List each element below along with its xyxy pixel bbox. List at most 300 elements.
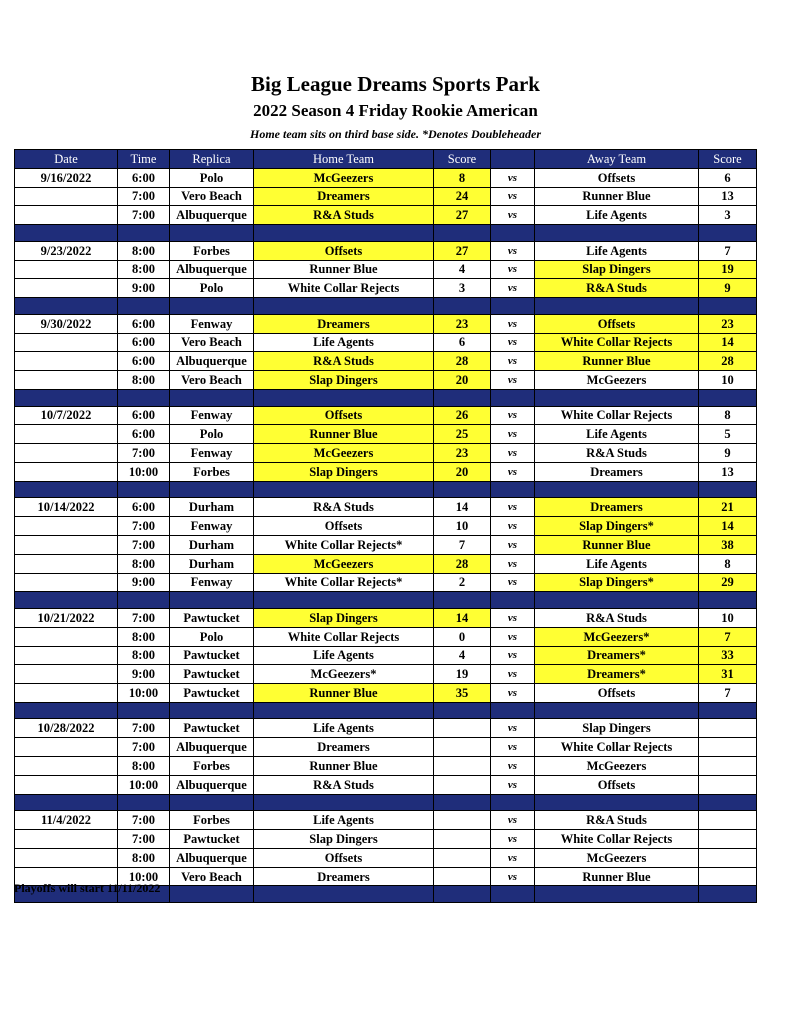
game-replica-field: Fenway bbox=[170, 314, 254, 333]
game-time: 7:00 bbox=[118, 811, 170, 830]
away-team: Slap Dingers* bbox=[535, 573, 699, 592]
away-team: Dreamers bbox=[535, 462, 699, 481]
separator-cell bbox=[491, 389, 535, 406]
separator-cell bbox=[535, 886, 699, 903]
home-score: 20 bbox=[434, 462, 491, 481]
home-team: Life Agents bbox=[254, 811, 434, 830]
away-score: 5 bbox=[699, 425, 757, 444]
home-score: 25 bbox=[434, 425, 491, 444]
home-team: Offsets bbox=[254, 848, 434, 867]
game-replica-field: Fenway bbox=[170, 517, 254, 536]
home-score: 28 bbox=[434, 352, 491, 371]
game-replica-field: Pawtucket bbox=[170, 646, 254, 665]
versus-label: vs bbox=[491, 775, 535, 794]
separator-cell bbox=[535, 481, 699, 498]
home-score: 10 bbox=[434, 517, 491, 536]
home-team: Life Agents bbox=[254, 333, 434, 352]
separator-cell bbox=[491, 702, 535, 719]
away-score: 9 bbox=[699, 444, 757, 463]
away-score: 7 bbox=[699, 627, 757, 646]
column-header-date: Date bbox=[15, 150, 118, 169]
game-time: 7:00 bbox=[118, 738, 170, 757]
schedule-body bbox=[15, 168, 757, 902]
game-replica-field: Vero Beach bbox=[170, 867, 254, 886]
home-score: 14 bbox=[434, 608, 491, 627]
versus-label: vs bbox=[491, 187, 535, 206]
home-score bbox=[434, 775, 491, 794]
away-score: 14 bbox=[699, 517, 757, 536]
game-time: 6:00 bbox=[118, 425, 170, 444]
separator-cell bbox=[170, 886, 254, 903]
away-team: Runner Blue bbox=[535, 352, 699, 371]
game-time: 7:00 bbox=[118, 830, 170, 849]
home-team: McGeezers bbox=[254, 554, 434, 573]
page-title: Big League Dreams Sports Park bbox=[251, 72, 540, 96]
versus-label: vs bbox=[491, 333, 535, 352]
home-team: Offsets bbox=[254, 517, 434, 536]
game-date bbox=[15, 535, 118, 554]
schedule-row bbox=[15, 314, 757, 333]
game-replica-field: Albuquerque bbox=[170, 738, 254, 757]
away-score: 10 bbox=[699, 608, 757, 627]
game-replica-field: Pawtucket bbox=[170, 830, 254, 849]
game-time: 6:00 bbox=[118, 333, 170, 352]
column-header-home-team: Home Team bbox=[254, 150, 434, 169]
schedule-row bbox=[15, 646, 757, 665]
home-score: 0 bbox=[434, 627, 491, 646]
schedule-row bbox=[15, 573, 757, 592]
away-score: 7 bbox=[699, 684, 757, 703]
home-team: White Collar Rejects bbox=[254, 627, 434, 646]
away-team: Slap Dingers bbox=[535, 260, 699, 279]
game-time: 6:00 bbox=[118, 406, 170, 425]
versus-label: vs bbox=[491, 573, 535, 592]
separator-cell bbox=[118, 298, 170, 315]
schedule-row bbox=[15, 425, 757, 444]
versus-label: vs bbox=[491, 517, 535, 536]
schedule-row bbox=[15, 517, 757, 536]
week-separator bbox=[15, 389, 757, 406]
schedule-row bbox=[15, 498, 757, 517]
away-team: R&A Studs bbox=[535, 608, 699, 627]
game-date: 10/21/2022 bbox=[15, 608, 118, 627]
versus-label: vs bbox=[491, 498, 535, 517]
game-time: 8:00 bbox=[118, 260, 170, 279]
schedule-row bbox=[15, 608, 757, 627]
home-score: 8 bbox=[434, 168, 491, 187]
versus-label: vs bbox=[491, 406, 535, 425]
home-team: Life Agents bbox=[254, 646, 434, 665]
away-score: 3 bbox=[699, 206, 757, 225]
schedule-row bbox=[15, 684, 757, 703]
home-team: White Collar Rejects bbox=[254, 279, 434, 298]
away-score: 33 bbox=[699, 646, 757, 665]
away-team: Life Agents bbox=[535, 425, 699, 444]
away-score: 13 bbox=[699, 187, 757, 206]
away-team: Life Agents bbox=[535, 206, 699, 225]
separator-cell bbox=[491, 298, 535, 315]
separator-cell bbox=[118, 389, 170, 406]
game-replica-field: Forbes bbox=[170, 462, 254, 481]
versus-label: vs bbox=[491, 206, 535, 225]
home-team: R&A Studs bbox=[254, 498, 434, 517]
game-replica-field: Vero Beach bbox=[170, 187, 254, 206]
separator-cell bbox=[491, 225, 535, 242]
schedule-header-row bbox=[15, 150, 757, 169]
away-team: Dreamers bbox=[535, 498, 699, 517]
home-score: 24 bbox=[434, 187, 491, 206]
versus-label: vs bbox=[491, 848, 535, 867]
away-score: 13 bbox=[699, 462, 757, 481]
game-date: 10/14/2022 bbox=[15, 498, 118, 517]
away-score: 7 bbox=[699, 241, 757, 260]
week-separator bbox=[15, 481, 757, 498]
home-score: 4 bbox=[434, 646, 491, 665]
away-team: Offsets bbox=[535, 168, 699, 187]
game-replica-field: Albuquerque bbox=[170, 352, 254, 371]
away-score: 8 bbox=[699, 554, 757, 573]
versus-label: vs bbox=[491, 444, 535, 463]
separator-cell bbox=[699, 389, 757, 406]
schedule-row bbox=[15, 206, 757, 225]
game-time: 8:00 bbox=[118, 848, 170, 867]
separator-cell bbox=[535, 389, 699, 406]
game-date bbox=[15, 738, 118, 757]
game-time: 10:00 bbox=[118, 462, 170, 481]
game-time: 6:00 bbox=[118, 168, 170, 187]
separator-cell bbox=[434, 702, 491, 719]
schedule-row bbox=[15, 535, 757, 554]
home-team: Dreamers bbox=[254, 867, 434, 886]
game-replica-field: Vero Beach bbox=[170, 371, 254, 390]
home-score bbox=[434, 811, 491, 830]
away-team: Dreamers* bbox=[535, 646, 699, 665]
game-date bbox=[15, 333, 118, 352]
game-date bbox=[15, 260, 118, 279]
separator-cell bbox=[699, 225, 757, 242]
home-team: Offsets bbox=[254, 241, 434, 260]
separator-cell bbox=[491, 794, 535, 811]
schedule-row bbox=[15, 352, 757, 371]
home-team: McGeezers* bbox=[254, 665, 434, 684]
column-header-replica: Replica bbox=[170, 150, 254, 169]
away-team: Offsets bbox=[535, 314, 699, 333]
game-replica-field: Vero Beach bbox=[170, 333, 254, 352]
game-time: 8:00 bbox=[118, 554, 170, 573]
home-score: 28 bbox=[434, 554, 491, 573]
separator-cell bbox=[170, 794, 254, 811]
separator-cell bbox=[15, 592, 118, 609]
home-team: Slap Dingers bbox=[254, 371, 434, 390]
separator-cell bbox=[254, 702, 434, 719]
versus-label: vs bbox=[491, 811, 535, 830]
game-replica-field: Polo bbox=[170, 168, 254, 187]
versus-label: vs bbox=[491, 719, 535, 738]
home-score bbox=[434, 757, 491, 776]
game-date bbox=[15, 187, 118, 206]
home-score: 19 bbox=[434, 665, 491, 684]
versus-label: vs bbox=[491, 314, 535, 333]
versus-label: vs bbox=[491, 665, 535, 684]
versus-label: vs bbox=[491, 352, 535, 371]
home-team: Slap Dingers bbox=[254, 608, 434, 627]
home-score bbox=[434, 719, 491, 738]
separator-cell bbox=[15, 225, 118, 242]
separator-cell bbox=[699, 298, 757, 315]
home-team: Life Agents bbox=[254, 719, 434, 738]
home-team: McGeezers bbox=[254, 168, 434, 187]
away-score: 38 bbox=[699, 535, 757, 554]
schedule-row bbox=[15, 187, 757, 206]
column-header-home-score: Score bbox=[434, 150, 491, 169]
schedule-row bbox=[15, 168, 757, 187]
game-replica-field: Polo bbox=[170, 279, 254, 298]
home-score: 20 bbox=[434, 371, 491, 390]
separator-cell bbox=[434, 886, 491, 903]
game-replica-field: Albuquerque bbox=[170, 206, 254, 225]
separator-cell bbox=[535, 298, 699, 315]
versus-label: vs bbox=[491, 554, 535, 573]
game-time: 9:00 bbox=[118, 573, 170, 592]
home-score: 4 bbox=[434, 260, 491, 279]
away-team: Runner Blue bbox=[535, 867, 699, 886]
schedule-row bbox=[15, 260, 757, 279]
separator-cell bbox=[491, 886, 535, 903]
home-score: 6 bbox=[434, 333, 491, 352]
game-time: 6:00 bbox=[118, 498, 170, 517]
schedule-row bbox=[15, 848, 757, 867]
home-score bbox=[434, 848, 491, 867]
game-replica-field: Fenway bbox=[170, 573, 254, 592]
away-score bbox=[699, 719, 757, 738]
game-time: 7:00 bbox=[118, 719, 170, 738]
game-time: 7:00 bbox=[118, 444, 170, 463]
away-score bbox=[699, 738, 757, 757]
separator-cell bbox=[170, 298, 254, 315]
game-time: 8:00 bbox=[118, 627, 170, 646]
game-time: 9:00 bbox=[118, 279, 170, 298]
separator-cell bbox=[699, 592, 757, 609]
away-score: 9 bbox=[699, 279, 757, 298]
game-date bbox=[15, 279, 118, 298]
away-score bbox=[699, 775, 757, 794]
separator-cell bbox=[535, 794, 699, 811]
game-time: 8:00 bbox=[118, 371, 170, 390]
away-team: Life Agents bbox=[535, 554, 699, 573]
schedule-row bbox=[15, 241, 757, 260]
game-replica-field: Polo bbox=[170, 627, 254, 646]
home-score: 27 bbox=[434, 241, 491, 260]
away-score: 8 bbox=[699, 406, 757, 425]
game-time: 7:00 bbox=[118, 535, 170, 554]
away-score bbox=[699, 867, 757, 886]
versus-label: vs bbox=[491, 867, 535, 886]
game-date: 10/28/2022 bbox=[15, 719, 118, 738]
game-date: 11/4/2022 bbox=[15, 811, 118, 830]
home-team: Offsets bbox=[254, 406, 434, 425]
away-team: McGeezers bbox=[535, 848, 699, 867]
separator-cell bbox=[118, 702, 170, 719]
separator-cell bbox=[118, 225, 170, 242]
away-team: McGeezers bbox=[535, 757, 699, 776]
separator-cell bbox=[118, 592, 170, 609]
versus-label: vs bbox=[491, 535, 535, 554]
versus-label: vs bbox=[491, 684, 535, 703]
game-date bbox=[15, 444, 118, 463]
schedule-row bbox=[15, 371, 757, 390]
separator-cell bbox=[15, 298, 118, 315]
away-score: 10 bbox=[699, 371, 757, 390]
versus-label: vs bbox=[491, 371, 535, 390]
home-score: 2 bbox=[434, 573, 491, 592]
game-date: 9/16/2022 bbox=[15, 168, 118, 187]
away-team: Offsets bbox=[535, 775, 699, 794]
versus-label: vs bbox=[491, 627, 535, 646]
home-score: 27 bbox=[434, 206, 491, 225]
separator-cell bbox=[434, 298, 491, 315]
game-time: 7:00 bbox=[118, 206, 170, 225]
playoffs-note: Playoffs will start 11/11/2022 bbox=[14, 881, 161, 895]
schedule-row bbox=[15, 775, 757, 794]
separator-cell bbox=[535, 225, 699, 242]
game-time: 9:00 bbox=[118, 665, 170, 684]
separator-cell bbox=[15, 481, 118, 498]
game-time: 7:00 bbox=[118, 187, 170, 206]
away-team: Offsets bbox=[535, 684, 699, 703]
away-score: 21 bbox=[699, 498, 757, 517]
schedule-row bbox=[15, 462, 757, 481]
away-score: 14 bbox=[699, 333, 757, 352]
schedule-row bbox=[15, 279, 757, 298]
home-team: R&A Studs bbox=[254, 352, 434, 371]
away-score bbox=[699, 848, 757, 867]
week-separator bbox=[15, 298, 757, 315]
away-score: 19 bbox=[699, 260, 757, 279]
game-date bbox=[15, 627, 118, 646]
separator-cell bbox=[254, 389, 434, 406]
home-team: R&A Studs bbox=[254, 775, 434, 794]
away-score: 29 bbox=[699, 573, 757, 592]
versus-label: vs bbox=[491, 241, 535, 260]
game-time: 10:00 bbox=[118, 867, 170, 886]
week-separator bbox=[15, 794, 757, 811]
home-team: Dreamers bbox=[254, 187, 434, 206]
away-team: Dreamers* bbox=[535, 665, 699, 684]
separator-cell bbox=[118, 481, 170, 498]
game-date bbox=[15, 517, 118, 536]
home-score: 3 bbox=[434, 279, 491, 298]
game-date: 9/23/2022 bbox=[15, 241, 118, 260]
home-score: 35 bbox=[434, 684, 491, 703]
away-score bbox=[699, 811, 757, 830]
schedule-row bbox=[15, 757, 757, 776]
home-score: 14 bbox=[434, 498, 491, 517]
game-replica-field: Pawtucket bbox=[170, 719, 254, 738]
home-team: McGeezers bbox=[254, 444, 434, 463]
versus-label: vs bbox=[491, 830, 535, 849]
game-date bbox=[15, 425, 118, 444]
page-note: Home team sits on third base side. *Denotes Doubleheader bbox=[250, 127, 541, 141]
home-score: 26 bbox=[434, 406, 491, 425]
away-team: White Collar Rejects bbox=[535, 738, 699, 757]
home-team: Runner Blue bbox=[254, 260, 434, 279]
away-team: McGeezers* bbox=[535, 627, 699, 646]
away-team: R&A Studs bbox=[535, 444, 699, 463]
separator-cell bbox=[170, 389, 254, 406]
game-time: 6:00 bbox=[118, 314, 170, 333]
page-subtitle: 2022 Season 4 Friday Rookie American bbox=[253, 101, 538, 120]
game-time: 8:00 bbox=[118, 241, 170, 260]
separator-cell bbox=[170, 592, 254, 609]
game-replica-field: Forbes bbox=[170, 757, 254, 776]
away-team: R&A Studs bbox=[535, 811, 699, 830]
game-replica-field: Albuquerque bbox=[170, 260, 254, 279]
schedule-row bbox=[15, 406, 757, 425]
home-score: 7 bbox=[434, 535, 491, 554]
schedule-row bbox=[15, 738, 757, 757]
versus-label: vs bbox=[491, 279, 535, 298]
away-team: White Collar Rejects bbox=[535, 333, 699, 352]
home-team: White Collar Rejects* bbox=[254, 535, 434, 554]
column-header-time: Time bbox=[118, 150, 170, 169]
separator-cell bbox=[434, 225, 491, 242]
column-header-vs bbox=[491, 150, 535, 169]
away-team: Slap Dingers* bbox=[535, 517, 699, 536]
versus-label: vs bbox=[491, 462, 535, 481]
game-date bbox=[15, 684, 118, 703]
separator-cell bbox=[434, 592, 491, 609]
schedule-row bbox=[15, 627, 757, 646]
separator-cell bbox=[535, 702, 699, 719]
home-score bbox=[434, 738, 491, 757]
home-team: Runner Blue bbox=[254, 757, 434, 776]
away-team: Runner Blue bbox=[535, 535, 699, 554]
game-date bbox=[15, 848, 118, 867]
home-team: Slap Dingers bbox=[254, 830, 434, 849]
week-separator bbox=[15, 592, 757, 609]
schedule-row bbox=[15, 665, 757, 684]
game-date bbox=[15, 206, 118, 225]
game-replica-field: Forbes bbox=[170, 811, 254, 830]
game-time: 10:00 bbox=[118, 684, 170, 703]
away-score: 6 bbox=[699, 168, 757, 187]
away-team: McGeezers bbox=[535, 371, 699, 390]
home-score bbox=[434, 830, 491, 849]
schedule-row bbox=[15, 554, 757, 573]
schedule-row bbox=[15, 333, 757, 352]
week-separator bbox=[15, 225, 757, 242]
away-score bbox=[699, 830, 757, 849]
home-score bbox=[434, 867, 491, 886]
home-team: White Collar Rejects* bbox=[254, 573, 434, 592]
game-date bbox=[15, 352, 118, 371]
game-date bbox=[15, 554, 118, 573]
separator-cell bbox=[535, 592, 699, 609]
game-replica-field: Durham bbox=[170, 498, 254, 517]
versus-label: vs bbox=[491, 260, 535, 279]
game-replica-field: Albuquerque bbox=[170, 848, 254, 867]
versus-label: vs bbox=[491, 757, 535, 776]
away-score: 28 bbox=[699, 352, 757, 371]
game-date bbox=[15, 646, 118, 665]
separator-cell bbox=[254, 225, 434, 242]
game-replica-field: Forbes bbox=[170, 241, 254, 260]
away-team: Runner Blue bbox=[535, 187, 699, 206]
column-header-away-team: Away Team bbox=[535, 150, 699, 169]
separator-cell bbox=[118, 794, 170, 811]
separator-cell bbox=[491, 481, 535, 498]
game-date bbox=[15, 573, 118, 592]
